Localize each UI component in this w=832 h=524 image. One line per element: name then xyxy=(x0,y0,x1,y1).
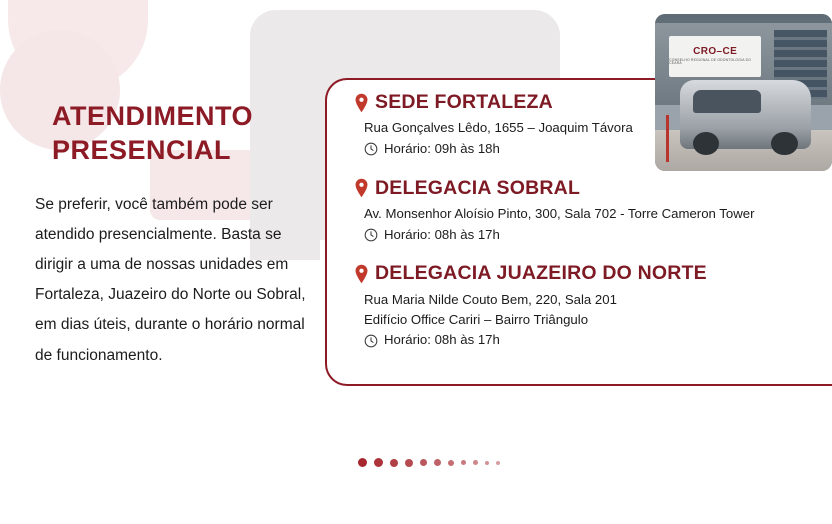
photo-vehicle xyxy=(680,80,811,149)
intro-section xyxy=(35,100,325,371)
location-address-line-1: Rua Gonçalves Lêdo, 1655 – Joaquim Távora xyxy=(364,120,633,136)
photo-vehicle-wheel xyxy=(771,132,797,155)
intro-paragraph: Se preferir, você também pode ser atendido presencialmente. Basta se dirigir a uma de nossas unidades em Fortaleza, Juazeiro do Norte ou Sobral, em dias úteis, durante o horário normal de funcionamento. xyxy=(35,195,306,364)
pagination-dot[interactable] xyxy=(461,460,466,465)
location-hours: Horário: 08h às 17h xyxy=(384,332,500,348)
photo-post-icon xyxy=(666,115,669,162)
photo-vehicle-window xyxy=(693,90,761,113)
photo-signboard xyxy=(669,36,761,77)
location-hours-row xyxy=(364,331,832,349)
pagination-dot[interactable] xyxy=(485,461,489,465)
location-title-row xyxy=(355,263,832,284)
location-address-line-2: Edifício Office Cariri – Bairro Triângulo xyxy=(364,311,589,327)
pagination-dot[interactable] xyxy=(405,459,413,467)
list-item xyxy=(355,263,832,350)
page-title-line-1: ATENDIMENTO xyxy=(52,101,253,131)
map-pin-icon xyxy=(355,264,368,284)
location-title: DELEGACIA JUAZEIRO DO NORTE xyxy=(375,262,707,285)
pagination-dot[interactable] xyxy=(358,458,367,467)
pagination-dot[interactable] xyxy=(496,461,500,465)
pagination-dot[interactable] xyxy=(374,458,383,467)
clock-icon xyxy=(364,142,378,156)
location-address-line-1: Av. Monsenhor Aloísio Pinto, 300, Sala 702 - Torre Cameron Tower xyxy=(364,206,755,222)
clock-icon xyxy=(364,228,378,242)
pagination-dot[interactable] xyxy=(473,460,478,465)
building-photo xyxy=(655,14,832,171)
photo-vehicle-wheel xyxy=(693,132,719,155)
pagination-dot[interactable] xyxy=(420,459,427,466)
photo-sign-text: CRO–CE xyxy=(693,45,738,57)
pagination-dot[interactable] xyxy=(448,460,454,466)
page-title-line-2: PRESENCIAL xyxy=(52,134,232,165)
photo-sign-subtext: CONSELHO REGIONAL DE ODONTOLOGIA DO CEARÁ xyxy=(669,57,752,66)
pagination-dot[interactable] xyxy=(434,459,441,466)
location-title-row xyxy=(355,178,832,199)
location-hours: Horário: 08h às 17h xyxy=(384,226,500,242)
location-hours-row xyxy=(364,226,832,244)
location-title: DELEGACIA SOBRAL xyxy=(375,176,581,199)
pagination-dot[interactable] xyxy=(390,459,398,467)
pagination-dots[interactable] xyxy=(358,458,500,467)
map-pin-icon xyxy=(355,93,368,113)
clock-icon xyxy=(364,334,378,348)
list-item xyxy=(355,178,832,245)
location-address-line-1: Rua Maria Nilde Couto Bem, 220, Sala 201 xyxy=(364,291,617,307)
location-title: SEDE FORTALEZA xyxy=(375,91,553,113)
page-title xyxy=(52,100,325,168)
location-hours: Horário: 09h às 18h xyxy=(384,141,500,157)
map-pin-icon xyxy=(355,178,368,198)
